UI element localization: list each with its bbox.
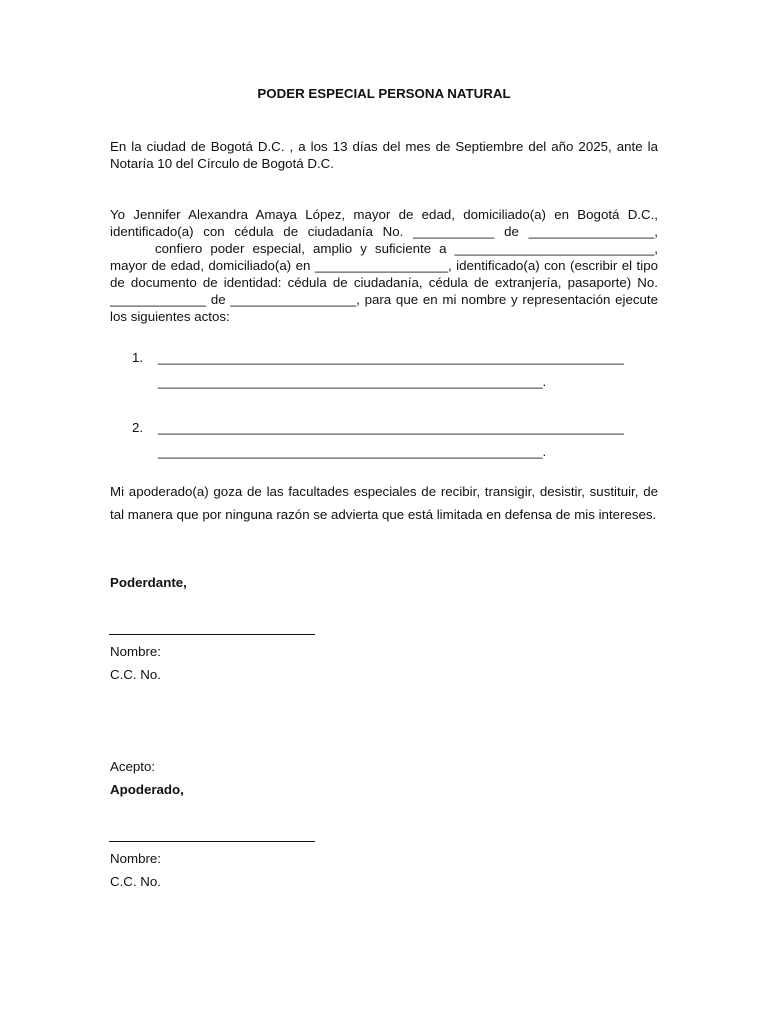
attorney-signature-line [109,841,315,842]
accept-label: Acepto: [110,759,156,774]
act-blank-line: _______________________________________________________________ [158,420,624,435]
grantor-heading: Poderdante, [110,575,187,590]
main-paragraph-part2: confiero poder especial, amplio y suficiente a ___________________________, mayor de edad, domiciliado(a) en __________________, identificado(a) con (escribir el tipo de documento de identidad: cédula de ciudadanía, cédula de extranjería, pasaporte) No. _____________ de _________________, para que en mi nombre y representación ejecute los siguientes actos: [110,241,658,324]
main-paragraph-part1: Yo Jennifer Alexandra Amaya López, mayor de edad, domiciliado(a) en Bogotá D.C., identificado(a) con cédula de ciudadanía No. ___________ de _________________, [110,207,658,239]
act-blank-line: _______________________________________________________________ [158,350,624,365]
act-blank-line: ____________________________________________________. [158,444,547,459]
intro-paragraph: En la ciudad de Bogotá D.C. , a los 13 días del mes de Septiembre del año 2025, ante la Notaría 10 del Círculo de Bogotá D.C. [110,139,658,171]
attorney-heading: Apoderado, [110,782,184,797]
attorney-name-label: Nombre: [110,851,161,866]
act-number: 1. [132,350,144,365]
faculties-paragraph: Mi apoderado(a) goza de las facultades especiales de recibir, transigir, desistir, sustituir, de tal manera que por ninguna razón se advierta que está limitada en defensa de mis intereses. [110,484,658,522]
act-number: 2. [132,420,144,435]
document-title: PODER ESPECIAL PERSONA NATURAL [257,86,511,101]
grantor-id-label: C.C. No. [110,667,161,682]
attorney-id-label: C.C. No. [110,874,161,889]
act-blank-line: ____________________________________________________. [158,374,547,389]
grantor-name-label: Nombre: [110,644,161,659]
main-paragraph [110,206,658,325]
grantor-signature-line [109,634,315,635]
